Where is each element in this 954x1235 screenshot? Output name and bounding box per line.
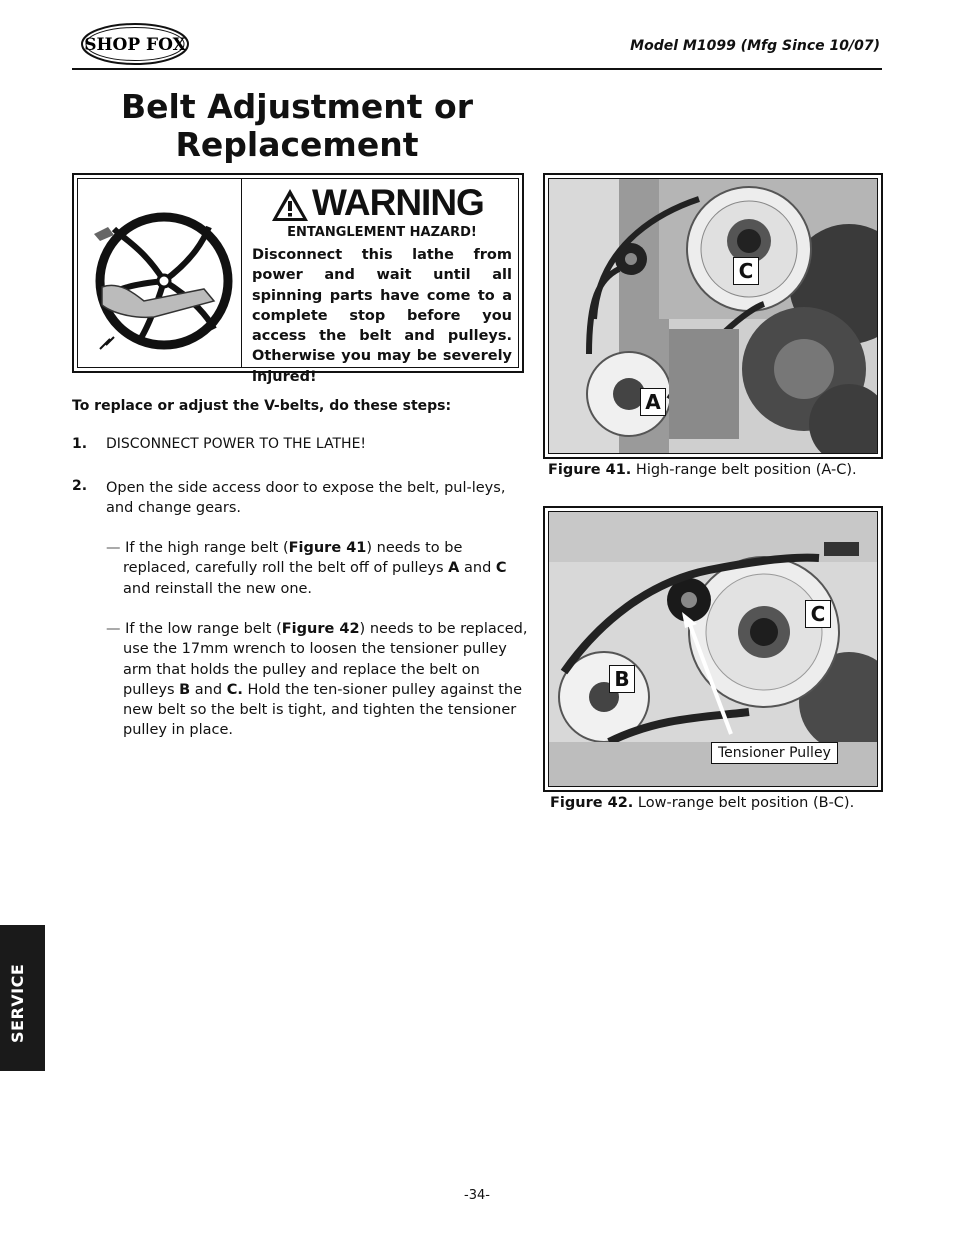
- warning-triangle-icon: [270, 187, 310, 223]
- shop-fox-logo: [80, 22, 190, 66]
- hazard-title: ENTANGLEMENT HAZARD!: [287, 225, 477, 240]
- caption-text: High-range belt position (A-C).: [631, 462, 857, 478]
- dash: —: [106, 621, 121, 637]
- figure-42-caption: [550, 795, 854, 811]
- figure-41-caption: [548, 462, 857, 478]
- pulley-ref: C: [495, 560, 507, 577]
- bullet-text: and: [190, 681, 227, 698]
- bullet-text: If the high range belt (: [120, 540, 289, 556]
- step-2-number: 2.: [72, 478, 88, 494]
- title-line-2: Replacement: [175, 125, 419, 164]
- figure-41: [543, 173, 883, 459]
- lathe-high-range-photo: [549, 179, 877, 453]
- figure-42: [543, 506, 883, 792]
- logo-text: SHOP FOX: [84, 35, 186, 55]
- model-header: Model M1099 (Mfg Since 10/07): [630, 38, 880, 54]
- warning-text: Disconnect this lathe from power and wait until all spinning parts have come to a complete stop before you access the belt and pulleys. Otherwise you may be severely injured!: [252, 247, 512, 385]
- service-side-tab: [0, 925, 45, 1071]
- step-1-text: DISCONNECT POWER TO THE LATHE!: [106, 436, 367, 452]
- figure-41-photo: [548, 178, 878, 454]
- title-line-1: Belt Adjustment or: [121, 87, 473, 126]
- step-2-text: Open the side access door to expose the belt, pul-leys, and change gears.: [106, 480, 506, 517]
- pulley-ref: B: [179, 681, 191, 698]
- bullet-text: and reinstall the new one.: [123, 580, 313, 597]
- label-c: C: [733, 257, 759, 285]
- caption-bold: Figure 42.: [550, 795, 634, 811]
- bullet-text: Hold the ten-sioner pulley against the new belt so the belt is tight, and tighten the tensioner pulley in place.: [123, 681, 523, 739]
- bullet-text: and: [459, 560, 496, 577]
- label-b: B: [609, 665, 635, 693]
- caption-bold: Figure 41.: [548, 462, 632, 478]
- warning-header: [270, 182, 510, 225]
- figure-42-photo: [548, 511, 878, 787]
- warning-box: [72, 173, 524, 385]
- pulley-ref: C.: [226, 681, 243, 698]
- side-tab-label: SERVICE: [8, 963, 27, 1043]
- page-title: [72, 88, 522, 164]
- page-number: -34-: [464, 1188, 490, 1203]
- bullet-text: ) needs to be replaced, carefully roll the belt off of pulleys: [123, 540, 463, 577]
- label-a: A: [640, 388, 666, 416]
- caption-text: Low-range belt position (B-C).: [633, 795, 855, 811]
- warning-word: WARNING: [312, 182, 484, 223]
- bullet-text: If the low range belt (: [120, 621, 282, 637]
- entanglement-hazard-icon: [84, 189, 236, 359]
- pulley-ref: A: [448, 560, 460, 577]
- figure-ref: Figure 42: [281, 621, 360, 637]
- step-1-number: 1.: [72, 436, 88, 452]
- warning-divider: [241, 179, 242, 367]
- steps-heading: To replace or adjust the V-belts, do these steps:: [72, 398, 452, 414]
- tensioner-pulley-label: Tensioner Pulley: [711, 742, 838, 764]
- bullet-text: ) needs to be replaced, use the 17mm wrench to loosen the tensioner pulley arm that holds the pulley and replace the belt on pulleys: [123, 621, 528, 698]
- warning-inner: [77, 178, 519, 385]
- bullet-low-range: [106, 619, 535, 741]
- bullet-high-range: [106, 538, 533, 599]
- figure-ref: Figure 41: [288, 540, 367, 556]
- label-c: C: [805, 600, 831, 628]
- dash: —: [106, 540, 121, 556]
- header-rule: [72, 68, 882, 70]
